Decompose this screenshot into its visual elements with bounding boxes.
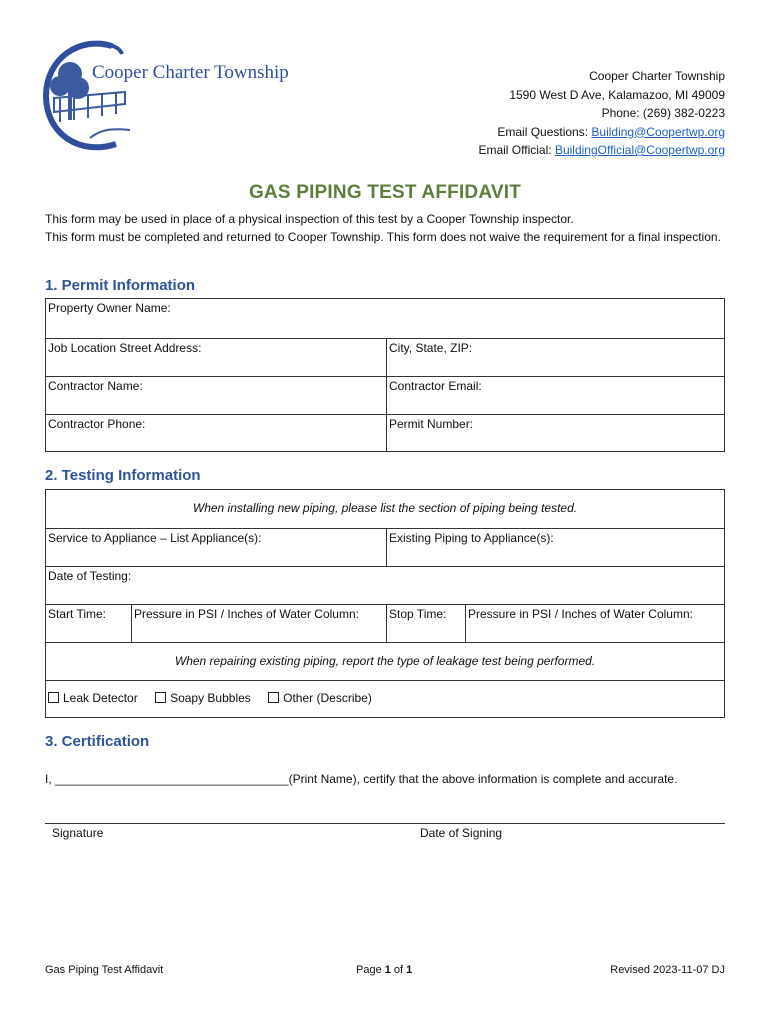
- repair-note-row: [46, 642, 724, 680]
- leak-detector-option[interactable]: [48, 691, 138, 705]
- contractor-phone-row: [46, 414, 724, 452]
- appliance-row: [46, 528, 724, 566]
- city-state-zip-field[interactable]: City, State, ZIP:: [386, 339, 724, 376]
- existing-piping-field[interactable]: Existing Piping to Appliance(s):: [386, 529, 724, 566]
- stop-time-field[interactable]: Stop Time:: [386, 605, 465, 642]
- email-official-link[interactable]: BuildingOfficial@Coopertwp.org: [554, 143, 725, 157]
- org-address: 1590 West D Ave, Kalamazoo, MI 49009: [509, 87, 725, 102]
- org-phone: Phone: (269) 382-0223: [601, 106, 725, 120]
- intro-text: [45, 210, 725, 246]
- page-current: 1: [384, 964, 391, 976]
- contact-block: [478, 67, 725, 160]
- new-piping-note-row: [46, 490, 724, 528]
- page-title: GAS PIPING TEST AFFIDAVIT: [248, 182, 522, 203]
- stop-pressure-field[interactable]: Pressure in PSI / Inches of Water Column:: [465, 605, 724, 642]
- testing-section-heading: 2. Testing Information: [45, 467, 201, 484]
- contractor-email-field[interactable]: Contractor Email:: [386, 377, 724, 414]
- certification-statement: I, ___________________________________(Print Name), certify that the above information is complete and accurate.: [45, 772, 678, 786]
- service-appliance-field[interactable]: Service to Appliance – List Appliance(s):: [48, 531, 262, 545]
- soapy-bubbles-checkbox[interactable]: [155, 692, 166, 703]
- owner-row: [46, 299, 724, 338]
- signature-line[interactable]: [45, 823, 725, 824]
- testing-table: [45, 489, 725, 718]
- signature-label: Signature: [52, 826, 104, 840]
- page-total: 1: [406, 964, 413, 976]
- date-of-testing-field[interactable]: Date of Testing:: [48, 569, 132, 583]
- email-questions-label: Email Questions:: [497, 124, 589, 139]
- contractor-phone-field[interactable]: Contractor Phone:: [48, 417, 146, 431]
- time-pressure-row: [46, 604, 724, 642]
- logo-emblem-icon: [40, 38, 340, 154]
- footer-page-number: [356, 964, 412, 976]
- other-checkbox[interactable]: [268, 692, 279, 703]
- logo-text: Cooper Charter Township: [92, 62, 289, 83]
- permit-table: [45, 298, 725, 452]
- township-logo: [40, 38, 340, 154]
- other-option[interactable]: [268, 691, 372, 705]
- other-label: Other (Describe): [283, 691, 372, 705]
- date-of-signing-label: Date of Signing: [420, 826, 503, 840]
- address-row: [46, 338, 724, 376]
- permit-section-heading: 1. Permit Information: [45, 277, 196, 294]
- job-address-field[interactable]: Job Location Street Address:: [48, 341, 202, 355]
- start-pressure-field[interactable]: Pressure in PSI / Inches of Water Column:: [131, 605, 386, 642]
- contractor-name-field[interactable]: Contractor Name:: [48, 379, 143, 393]
- email-official-label: Email Official:: [478, 143, 552, 157]
- leak-test-options-row: [46, 680, 724, 718]
- soapy-bubbles-label: Soapy Bubbles: [170, 691, 251, 705]
- start-time-field[interactable]: Start Time:: [48, 607, 107, 621]
- email-official-line: [478, 141, 725, 160]
- new-piping-note: When installing new piping, please list the section of piping being tested.: [192, 501, 578, 515]
- page-prefix: Page: [356, 964, 385, 976]
- soapy-bubbles-option[interactable]: [155, 691, 251, 705]
- permit-number-field[interactable]: Permit Number:: [386, 415, 724, 452]
- email-questions-link[interactable]: Building@Coopertwp.org: [591, 124, 725, 139]
- leak-detector-label: Leak Detector: [63, 691, 138, 705]
- intro-line-1: This form may be used in place of a physical inspection of this test by a Cooper Township inspector.: [45, 212, 574, 226]
- email-questions-line: [478, 123, 725, 142]
- contractor-row: [46, 376, 724, 414]
- org-name: Cooper Charter Township: [589, 69, 725, 83]
- page-of: of: [390, 964, 407, 976]
- footer-form-name: Gas Piping Test Affidavit: [45, 964, 164, 976]
- leak-test-options: [46, 681, 724, 718]
- footer-revision: Revised 2023-11-07 DJ: [610, 964, 725, 976]
- repair-note: When repairing existing piping, report the type of leakage test being performed.: [174, 654, 596, 668]
- intro-line-2: This form must be completed and returned to Cooper Township. This form does not waive the requirement for a final inspection.: [45, 230, 721, 244]
- leak-detector-checkbox[interactable]: [48, 692, 59, 703]
- certification-section-heading: 3. Certification: [45, 733, 150, 750]
- owner-field[interactable]: Property Owner Name:: [48, 301, 171, 315]
- date-row: [46, 566, 724, 604]
